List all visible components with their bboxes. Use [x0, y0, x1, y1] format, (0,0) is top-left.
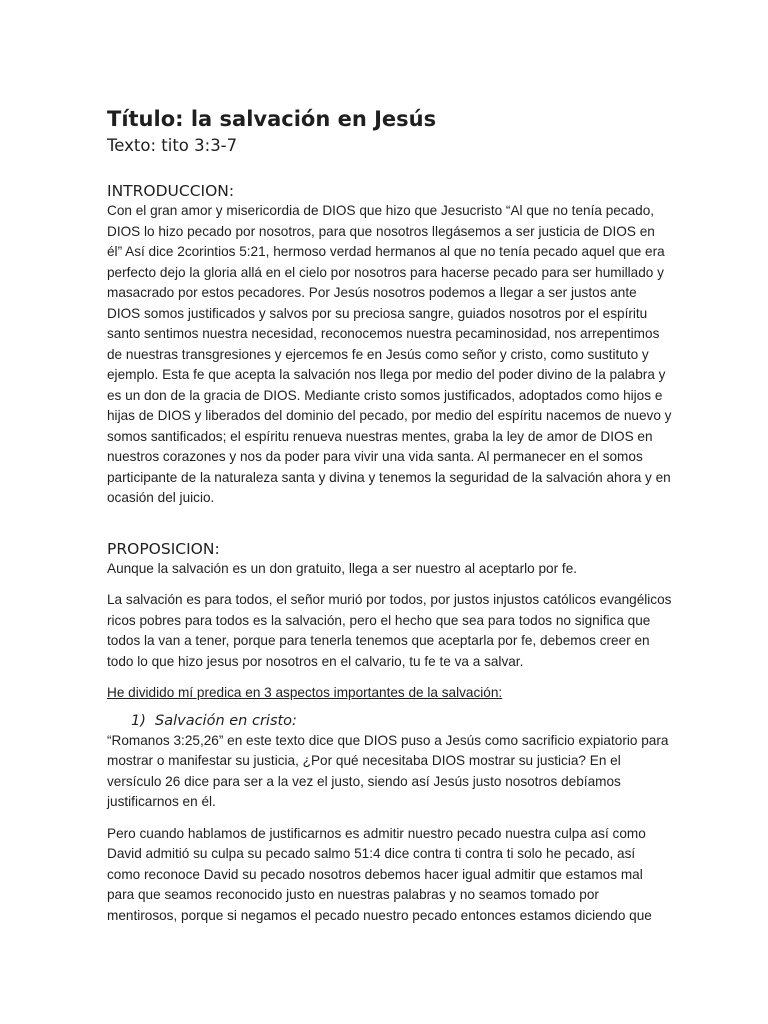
aspect-1-paragraph-2: Pero cuando hablamos de justificarnos es admitir nuestro pecado nuestra culpa así como David admitió su culpa su pecado salmo 51:4 dice contra ti contra ti solo he pecado, así como reconoce David su pecado nosotros debemos hacer igual admitir que estamos mal para que seamos reconocido justo en nuestras palabras y no seamos tomado por mentirosos, porque si negamos el pecado nuestro pecado entonces estamos diciendo que [107, 825, 652, 923]
introduccion-heading: INTRODUCCION: [107, 182, 235, 200]
document-subtitle: Texto: tito 3:3-7 [107, 136, 238, 155]
division-statement: He dividido mí predica en 3 aspectos importantes de la salvación: [107, 685, 503, 700]
aspect-1-number: 1) [131, 712, 146, 729]
aspect-1-paragraph-1: “Romanos 3:25,26” en este texto dice que DIOS puso a Jesús como sacrificio expiatorio para mostrar o manifestar su justicia, ¿Por qué necesitaba DIOS mostrar su justicia? En el versículo 26 dice para ser a la vez el justo, siendo así Jesús justo nosotros debíamos justificarnos en él. [107, 732, 669, 809]
aspect-1-heading [131, 711, 672, 731]
proposicion-paragraph-2: La salvación es para todos, el señor murió por todos, por justos injustos católicos evangélicos ricos pobres para todos es la salvación, pero el hecho que sea para todos no significa que todos la van a tener, porque para tenerla tenemos que aceptarla por fe, debemos creer en todo lo que hizo jesus por nosotros en el calvario, tu fe te va a salvar. [107, 592, 672, 669]
proposicion-heading: PROPOSICION: [107, 539, 220, 558]
proposicion-paragraph-1: Aunque la salvación es un don gratuito, llega a ser nuestro al aceptarlo por fe. [107, 560, 578, 576]
introduccion-paragraph: Con el gran amor y misericordia de DIOS que hizo que Jesucristo “Al que no tenía pecado, DIOS lo hizo pecado por nosotros, para que nosotros llegásemos a ser justicia de DIOS en él” Así dice 2corintios 5:21, hermoso verdad hermanos al que no tenía pecado aquel que era perfecto dejo la gloria allá en el cielo por nosotros para hacerse pecado para ser humillado y masacrado por estos pecadores. Por Jesús nosotros podemos a llegar a ser justos ante DIOS somos justificados y salvos por su preciosa sangre, guiados nosotros por el espíritu santo sentimos nuestra necesidad, reconocemos nuestra pecaminosidad, nos arrepentimos de nuestras transgresiones y ejercemos fe en Jesús como señor y cristo, como sustituto y ejemplo. Esta fe que acepta la salvación nos llega por medio del poder divino de la palabra y es un don de la gracia de DIOS. Mediante cristo somos justificados, adoptados como hijos e hijas de DIOS y liberados del dominio del pecado, por medio del espíritu nacemos de nuevo y somos santificados; el espíritu renueva nuestras mentes, graba la ley de amor de DIOS en nuestros corazones y nos da poder para vivir una vida santa. Al permanecer en el somos participante de la naturaleza santa y divina y tenemos la seguridad de la salvación ahora y en ocasión del juicio. [107, 203, 672, 505]
aspect-1-label: Salvación en cristo: [155, 712, 297, 729]
document-title: Título: la salvación en Jesús [107, 107, 437, 131]
